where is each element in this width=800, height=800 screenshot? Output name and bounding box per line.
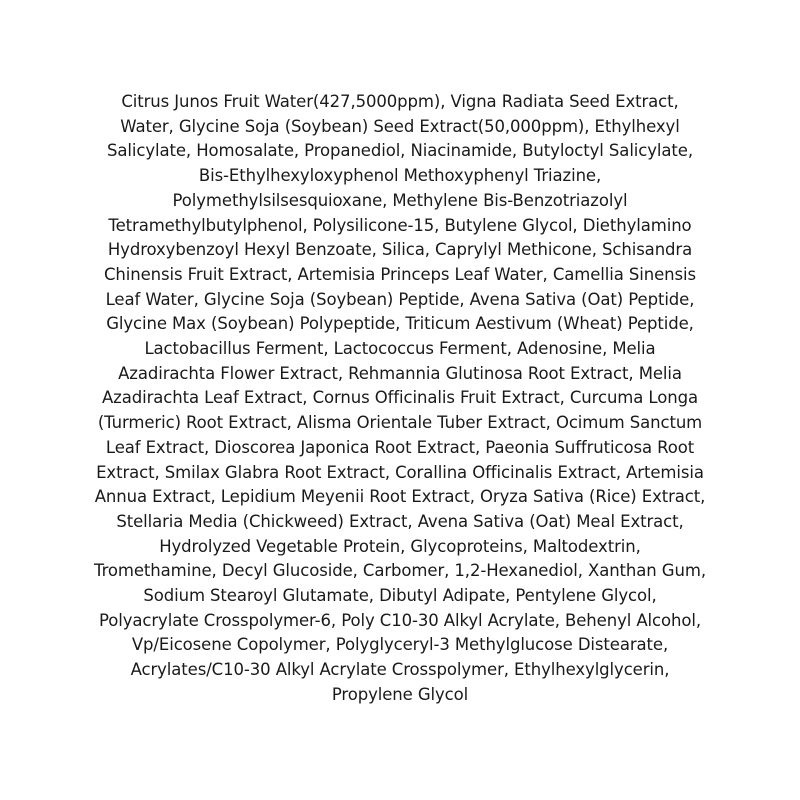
ingredients-line: Azadirachta Leaf Extract, Cornus Officinalis Fruit Extract, Curcuma Longa bbox=[102, 388, 698, 408]
ingredients-line: Hydrolyzed Vegetable Protein, Glycoproteins, Maltodextrin, bbox=[159, 536, 641, 556]
ingredients-line: Tromethamine, Decyl Glucoside, Carbomer, 1,2-Hexanediol, Xanthan Gum, bbox=[94, 561, 706, 581]
ingredients-line: Extract, Smilax Glabra Root Extract, Corallina Officinalis Extract, Artemisia bbox=[96, 462, 704, 482]
ingredients-line: Leaf Water, Glycine Soja (Soybean) Peptide, Avena Sativa (Oat) Peptide, bbox=[105, 289, 695, 309]
ingredients-line: Acrylates/C10-30 Alkyl Acrylate Crosspolymer, Ethylhexylglycerin, bbox=[130, 660, 670, 680]
ingredients-line: Polyacrylate Crosspolymer-6, Poly C10-30 Alkyl Acrylate, Behenyl Alcohol, bbox=[98, 610, 701, 630]
ingredients-line: Citrus Junos Fruit Water(427,5000ppm), Vigna Radiata Seed Extract, bbox=[121, 92, 679, 111]
ingredients-line: Glycine Max (Soybean) Polypeptide, Triticum Aestivum (Wheat) Peptide, bbox=[106, 314, 694, 334]
ingredients-line: Water, Glycine Soja (Soybean) Seed Extract(50,000ppm), Ethylhexyl bbox=[120, 116, 680, 136]
ingredients-line: Hydroxybenzoyl Hexyl Benzoate, Silica, Caprylyl Methicone, Schisandra bbox=[107, 240, 693, 260]
ingredients-line: Salicylate, Homosalate, Propanediol, Niacinamide, Butyloctyl Salicylate, bbox=[107, 141, 693, 161]
ingredients-line: Annua Extract, Lepidium Meyenii Root Extract, Oryza Sativa (Rice) Extract, bbox=[94, 487, 706, 507]
ingredients-line: Leaf Extract, Dioscorea Japonica Root Extract, Paeonia Suffruticosa Root bbox=[105, 437, 695, 457]
ingredients-line: Propylene Glycol bbox=[331, 684, 469, 704]
ingredients-line: Azadirachta Flower Extract, Rehmannia Glutinosa Root Extract, Melia bbox=[118, 363, 682, 383]
ingredients-line: Stellaria Media (Chickweed) Extract, Avena Sativa (Oat) Meal Extract, bbox=[116, 511, 684, 531]
ingredients-line: Bis-Ethylhexyloxyphenol Methoxyphenyl Triazine, bbox=[198, 166, 602, 186]
ingredients-line: Lactobacillus Ferment, Lactococcus Ferment, Adenosine, Melia bbox=[144, 339, 656, 359]
ingredients-line: Sodium Stearoyl Glutamate, Dibutyl Adipate, Pentylene Glycol, bbox=[143, 586, 657, 606]
ingredients-line: Polymethylsilsesquioxane, Methylene Bis-Benzotriazolyl bbox=[172, 190, 628, 210]
ingredients-list bbox=[40, 90, 760, 708]
ingredients-line: Chinensis Fruit Extract, Artemisia Princeps Leaf Water, Camellia Sinensis bbox=[103, 264, 697, 284]
ingredients-line: Vp/Eicosene Copolymer, Polyglyceryl-3 Methylglucose Distearate, bbox=[131, 635, 669, 655]
ingredients-line: Tetramethylbutylphenol, Polysilicone-15, Butylene Glycol, Diethylamino bbox=[108, 215, 692, 235]
ingredients-line: (Turmeric) Root Extract, Alisma Orientale Tuber Extract, Ocimum Sanctum bbox=[97, 413, 703, 433]
